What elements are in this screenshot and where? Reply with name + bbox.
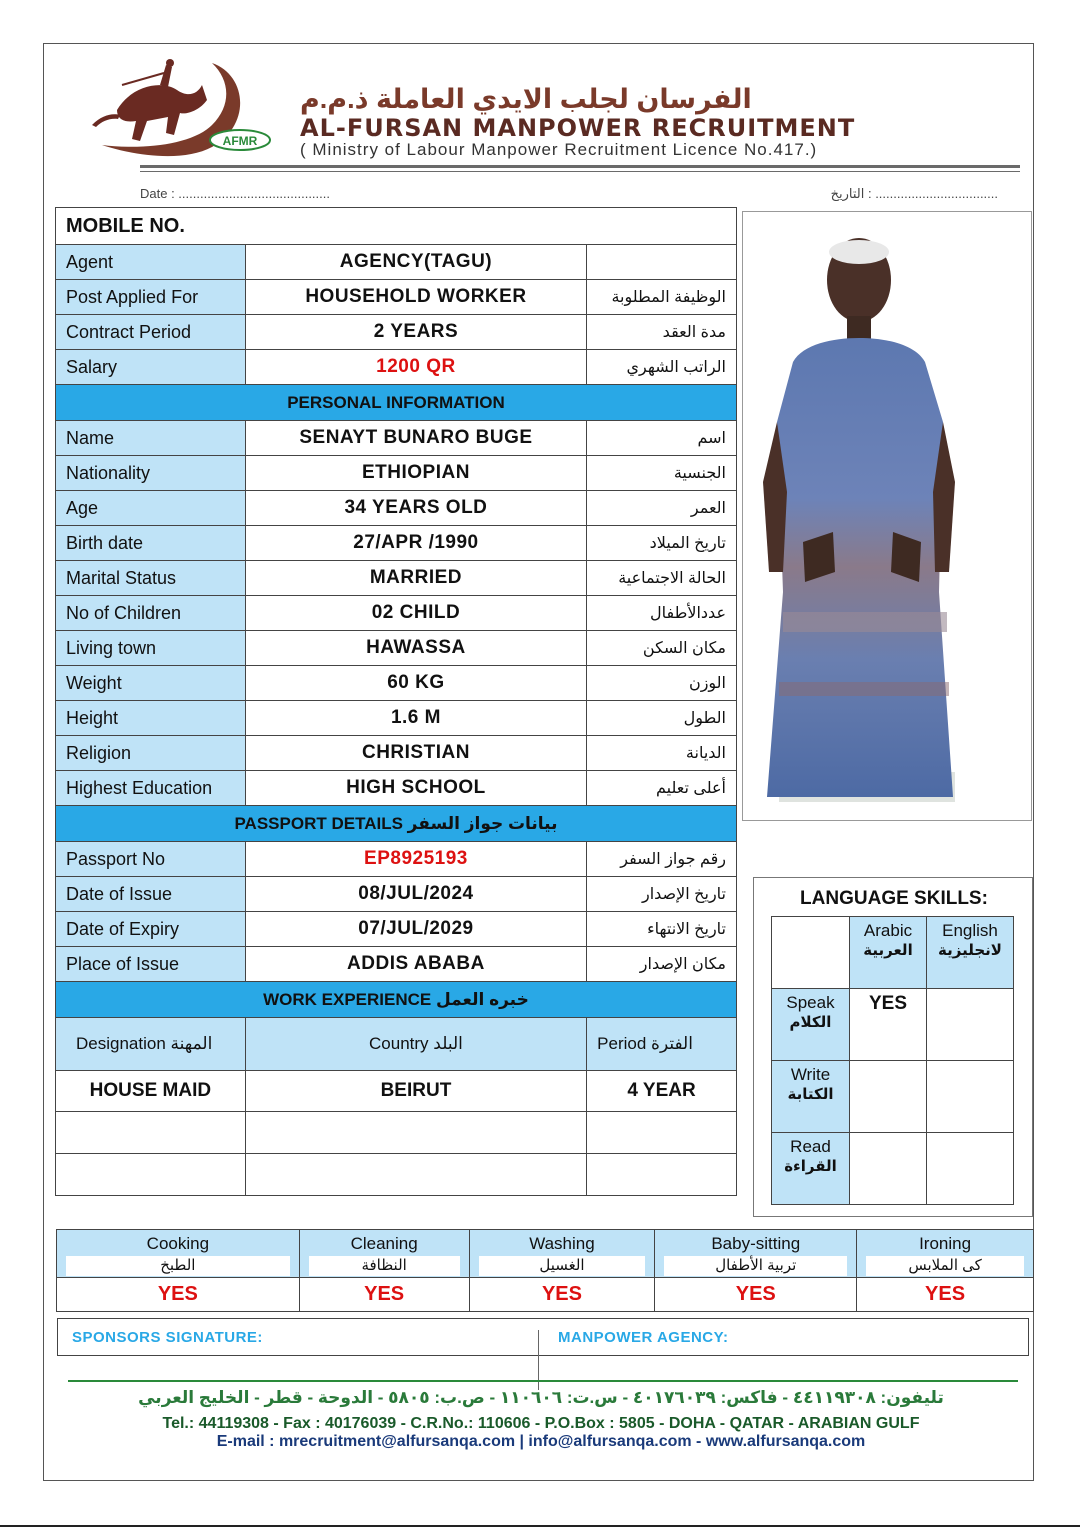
work-empty-cell xyxy=(245,1154,586,1196)
info-row xyxy=(56,666,737,701)
skill-header-cooking xyxy=(57,1230,300,1278)
field-label: Agent xyxy=(56,245,246,280)
field-label: Religion xyxy=(56,736,246,771)
skill-babysitting-value: YES xyxy=(655,1278,857,1312)
footer-email: E-mail : mrecruitment@alfursanqa.com | info@alfursanqa.com - www.alfursanqa.com xyxy=(216,1433,866,1450)
field-label: Birth date xyxy=(56,526,246,561)
company-name-english: AL-FURSAN MANPOWER RECRUITMENT xyxy=(300,114,856,142)
field-value: HAWASSA xyxy=(245,631,586,666)
field-label: Date of Issue xyxy=(56,877,246,912)
field-label: Salary xyxy=(56,350,246,385)
skill-cooking-label: Cooking xyxy=(146,1234,210,1253)
lang-row-write xyxy=(772,1061,850,1133)
skill-ironing-value: YES xyxy=(857,1278,1034,1312)
field-label-ar: الراتب الشهري xyxy=(587,350,737,385)
field-label-ar: عددالأطفال xyxy=(587,596,737,631)
skill-babysitting-label: Baby-sitting xyxy=(711,1234,801,1253)
footer-contact-ar: تليفون: ٤٤١١٩٣٠٨ - فاكس: ٤٠١٧٦٠٣٩ - س.ت: ١١٠٦٠٦ - ص.ب: ٥٨٠٥ - الدوحة - قطر - الخليج العربي xyxy=(138,1388,944,1407)
date-field-en: Date : .......................................... xyxy=(140,186,330,201)
lang-speak-label: Speak xyxy=(786,993,835,1012)
field-label: Marital Status xyxy=(56,561,246,596)
work-empty-cell xyxy=(56,1154,246,1196)
skill-ironing-label-ar: كى الملابس xyxy=(866,1256,1024,1276)
personal-section-title: PERSONAL INFORMATION xyxy=(56,385,737,421)
skill-cleaning-value: YES xyxy=(299,1278,469,1312)
work-header-period: Period الفترة xyxy=(587,1018,737,1071)
work-empty-cell xyxy=(56,1112,246,1154)
company-name-arabic: الفرسان لجلب الايدي العاملة ذ.م.م xyxy=(300,84,752,114)
lang-write-label: Write xyxy=(790,1065,831,1084)
field-label-ar: الطول xyxy=(587,701,737,736)
lang-corner-cell xyxy=(772,917,850,989)
lang-header-arabic xyxy=(850,917,927,989)
skill-header-washing xyxy=(469,1230,655,1278)
field-label: Height xyxy=(56,701,246,736)
info-row xyxy=(56,596,737,631)
info-row xyxy=(56,280,737,315)
work-empty-cell xyxy=(587,1154,737,1196)
field-label: Nationality xyxy=(56,456,246,491)
field-label-ar: الديانة xyxy=(587,736,737,771)
language-skills-title: LANGUAGE SKILLS: xyxy=(800,888,988,909)
info-row xyxy=(56,736,737,771)
lang-arabic-label: Arabic xyxy=(863,921,913,940)
field-label-ar: اسم xyxy=(587,421,737,456)
work-period: 4 YEAR xyxy=(587,1071,737,1112)
field-value: HOUSEHOLD WORKER xyxy=(245,280,586,315)
lang-read-label-ar: القراءة xyxy=(784,1158,837,1175)
field-label-ar: تاريخ الإصدار xyxy=(587,877,737,912)
field-label: Weight xyxy=(56,666,246,701)
lang-speak-arabic-value: YES xyxy=(868,993,908,1014)
signature-box xyxy=(57,1318,1029,1356)
skills-table xyxy=(56,1229,1034,1312)
lang-english-label-ar: لانجليزية xyxy=(938,942,1002,959)
licence-text: ( Ministry of Labour Manpower Recruitment Licence No.417.) xyxy=(300,140,818,159)
field-value: 02 CHILD xyxy=(245,596,586,631)
info-row xyxy=(56,912,737,947)
field-label: No of Children xyxy=(56,596,246,631)
info-row xyxy=(56,947,737,982)
field-label: Name xyxy=(56,421,246,456)
lang-write-arabic xyxy=(850,1061,927,1133)
lang-read-arabic xyxy=(850,1133,927,1205)
field-label: Post Applied For xyxy=(56,280,246,315)
skill-cleaning-label: Cleaning xyxy=(350,1234,418,1253)
lang-speak-arabic xyxy=(850,989,927,1061)
field-label-ar: تاريخ الانتهاء xyxy=(587,912,737,947)
work-country: BEIRUT xyxy=(245,1071,586,1112)
field-label: Highest Education xyxy=(56,771,246,806)
field-value: 2 YEARS xyxy=(245,315,586,350)
field-value: 07/JUL/2029 xyxy=(245,912,586,947)
field-label-ar xyxy=(587,245,737,280)
field-value: 1.6 M xyxy=(245,701,586,736)
info-row xyxy=(56,315,737,350)
info-row xyxy=(56,701,737,736)
work-empty-cell xyxy=(587,1112,737,1154)
skill-cooking-label-ar: الطبخ xyxy=(66,1256,290,1276)
skill-washing-value: YES xyxy=(469,1278,655,1312)
field-value: 1200 QR xyxy=(245,350,586,385)
field-value: SENAYT BUNARO BUGE xyxy=(245,421,586,456)
lang-speak-english xyxy=(927,989,1014,1061)
field-label-ar: تاريخ الميلاد xyxy=(587,526,737,561)
lang-header-english xyxy=(927,917,1014,989)
field-label: Date of Expiry xyxy=(56,912,246,947)
field-label: Place of Issue xyxy=(56,947,246,982)
field-label-ar: العمر xyxy=(587,491,737,526)
lang-row-speak xyxy=(772,989,850,1061)
field-value: 27/APR /1990 xyxy=(245,526,586,561)
work-empty-cell xyxy=(245,1112,586,1154)
header-rule-thin xyxy=(140,171,1020,172)
passport-section-title: PASSPORT DETAILS بيانات جواز السفر xyxy=(56,806,737,842)
manpower-agency-label: MANPOWER AGENCY: xyxy=(558,1329,729,1346)
field-value: 60 KG xyxy=(245,666,586,701)
horse-rider-logo xyxy=(62,55,258,165)
sponsor-signature-label: SPONSORS SIGNATURE: xyxy=(72,1329,263,1346)
mobile-label: MOBILE NO. xyxy=(56,208,737,245)
field-label: Age xyxy=(56,491,246,526)
info-row xyxy=(56,456,737,491)
skill-ironing-label: Ironing xyxy=(919,1234,972,1253)
field-value: HIGH SCHOOL xyxy=(245,771,586,806)
field-label-ar: مدة العقد xyxy=(587,315,737,350)
applicant-table xyxy=(55,207,737,1196)
lang-read-english xyxy=(927,1133,1014,1205)
date-field-ar: التاريخ : .................................. xyxy=(830,186,998,201)
lang-english-label: English xyxy=(942,921,998,940)
info-row xyxy=(56,526,737,561)
skill-washing-label-ar: الغسيل xyxy=(479,1256,646,1276)
skill-header-babysitting xyxy=(655,1230,857,1278)
field-value: ETHIOPIAN xyxy=(245,456,586,491)
lang-read-label: Read xyxy=(790,1137,831,1156)
field-label-ar: الحالة الاجتماعية xyxy=(587,561,737,596)
field-value: EP8925193 xyxy=(245,842,586,877)
language-skills-table xyxy=(771,916,1014,1205)
lang-write-label-ar: الكتابة xyxy=(787,1086,834,1103)
info-row xyxy=(56,350,737,385)
skill-babysitting-label-ar: تربية الأطفال xyxy=(664,1256,847,1276)
passport-rows xyxy=(56,842,737,982)
logo-badge: AFMR xyxy=(222,134,258,148)
info-row xyxy=(56,491,737,526)
field-value: ADDIS ABABA xyxy=(245,947,586,982)
info-row xyxy=(56,421,737,456)
field-label: Passport No xyxy=(56,842,246,877)
applicant-photo-figure xyxy=(743,212,1031,820)
field-label-ar: الوزن xyxy=(587,666,737,701)
info-row xyxy=(56,877,737,912)
skill-header-ironing xyxy=(857,1230,1034,1278)
personal-rows xyxy=(56,421,737,806)
work-section-title: WORK EXPERIENCE خبره العمل xyxy=(56,982,737,1018)
field-label-ar: رقم جواز السفر xyxy=(587,842,737,877)
field-value: AGENCY(TAGU) xyxy=(245,245,586,280)
info-row xyxy=(56,245,737,280)
info-row xyxy=(56,561,737,596)
lang-row-read xyxy=(772,1133,850,1205)
lang-write-english xyxy=(927,1061,1014,1133)
field-label-ar: الوظيفة المطلوبة xyxy=(587,280,737,315)
skill-cooking-value: YES xyxy=(57,1278,300,1312)
top-rows xyxy=(56,245,737,385)
skill-header-cleaning xyxy=(299,1230,469,1278)
work-header-country: Country البلد xyxy=(245,1018,586,1071)
header-rule xyxy=(140,165,1020,168)
footer-rule xyxy=(68,1380,1018,1382)
info-row xyxy=(56,631,737,666)
lang-arabic-label-ar: العربية xyxy=(863,942,913,959)
field-label: Living town xyxy=(56,631,246,666)
work-designation: HOUSE MAID xyxy=(56,1071,246,1112)
field-value: 08/JUL/2024 xyxy=(245,877,586,912)
skill-cleaning-label-ar: النظافة xyxy=(309,1256,460,1276)
field-label-ar: الجنسية xyxy=(587,456,737,491)
work-header-designation: Designation المهنة xyxy=(56,1018,246,1071)
info-row xyxy=(56,771,737,806)
field-value: MARRIED xyxy=(245,561,586,596)
lang-speak-label-ar: الكلام xyxy=(789,1014,832,1031)
language-skills-box xyxy=(753,877,1033,1217)
field-value: 34 YEARS OLD xyxy=(245,491,586,526)
field-label: Contract Period xyxy=(56,315,246,350)
info-row xyxy=(56,842,737,877)
field-label-ar: أعلى تعليم xyxy=(587,771,737,806)
footer-contact-en: Tel.: 44119308 - Fax : 40176039 - C.R.No.: 110606 - P.O.Box : 5805 - DOHA - QATAR - ARABIAN GULF xyxy=(162,1415,920,1432)
bottom-rule xyxy=(0,1525,1080,1527)
field-value: CHRISTIAN xyxy=(245,736,586,771)
field-label-ar: مكان السكن xyxy=(587,631,737,666)
skill-washing-label: Washing xyxy=(529,1234,595,1253)
applicant-photo xyxy=(742,211,1032,821)
field-label-ar: مكان الإصدار xyxy=(587,947,737,982)
